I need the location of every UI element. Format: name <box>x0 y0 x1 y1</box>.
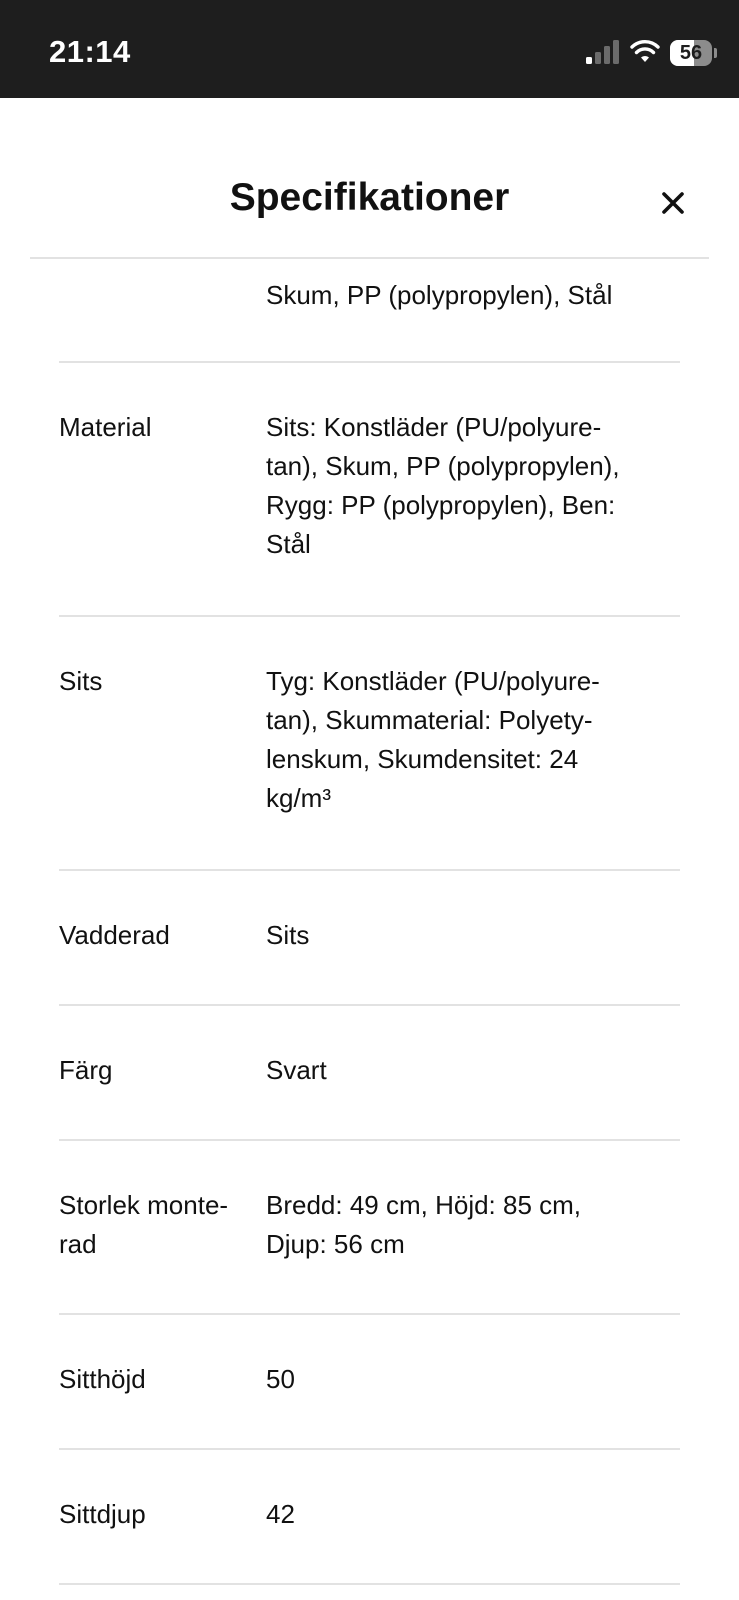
spec-value: Skum, PP (polypropylen), Stål <box>266 280 613 310</box>
battery-icon <box>670 40 718 66</box>
status-time: 21:14 <box>49 34 131 69</box>
spec-row <box>59 1450 680 1585</box>
spec-value: 42 <box>266 1499 295 1529</box>
modal-title: Specifikationer <box>229 176 510 219</box>
status-bar <box>0 0 739 98</box>
spec-row <box>59 617 680 871</box>
battery-level: 56 <box>679 42 703 64</box>
spec-label: Färg <box>59 1055 113 1085</box>
wifi-icon <box>630 38 660 64</box>
spec-value: Tyg: Konstläder (PU/polyure- tan), Skummaterial: Polyety- lenskum, Skumdensitet: 24 kg/m³ <box>266 666 600 813</box>
spec-label: Vadderad <box>59 920 170 950</box>
spec-value: Svart <box>266 1055 327 1085</box>
spec-value: Sits: Konstläder (PU/polyure- tan), Skum, PP (polypropylen), Rygg: PP (polypropylen), Ben: Stål <box>266 412 620 559</box>
spec-value: Sits <box>266 920 310 950</box>
spec-row <box>59 259 680 363</box>
battery-cap <box>714 48 717 58</box>
spec-label: Sitthöjd <box>59 1364 146 1394</box>
close-icon[interactable] <box>656 186 690 220</box>
spec-value: Bredd: 49 cm, Höjd: 85 cm, Djup: 56 cm <box>266 1190 582 1259</box>
spec-label: Sittdjup <box>59 1499 146 1529</box>
spec-label: Storlek monte- rad <box>59 1190 229 1259</box>
spec-row <box>59 1006 680 1141</box>
spec-label: Material <box>59 412 152 442</box>
spec-label: Sits <box>59 666 103 696</box>
spec-row <box>59 871 680 1006</box>
spec-row <box>59 1315 680 1450</box>
battery-body <box>670 40 712 66</box>
modal-header <box>30 98 709 259</box>
cellular-signal-icon <box>586 40 620 64</box>
spec-row <box>59 363 680 617</box>
spec-list <box>59 259 680 1585</box>
spec-row <box>59 1141 680 1315</box>
spec-value: 50 <box>266 1364 295 1394</box>
